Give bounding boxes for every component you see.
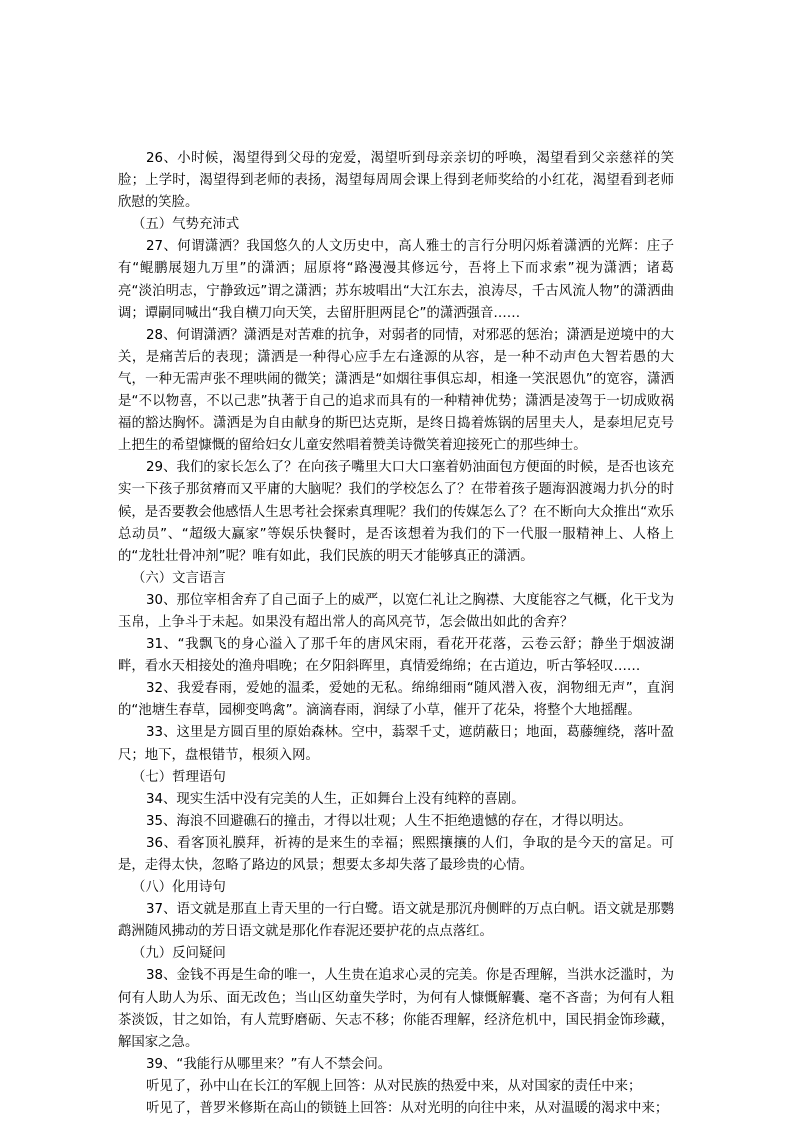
paragraph-32: 32、我爱春雨，爱她的温柔，爱她的无私。绵绵细雨“随风潜入夜，润物细无声”，直润的“池塘生春草，园柳变鸣禽”。滴滴春雨，润绿了小草，催开了花朵，将整个大地摇醒。 xyxy=(118,681,674,719)
section-heading-7: （七）哲理语句 xyxy=(132,769,226,785)
paragraph-39: 39、“我能行从哪里来？”有人不禁会问。 xyxy=(146,1056,392,1072)
paragraph-38: 38、金钱不再是生命的唯一，人生贵在追求心灵的完美。你是否理解，当洪水泛滥时，为何有人助人为乐、面无改色；当山区幼童失学时，为何有人慷慨解囊、毫不吝啬；为何有人粗茶淡饭，甘之如饴，有人荒野磨砺、矢志不移；你能否理解，经济危机中，国民捐金饰珍藏，解国家之急。 xyxy=(118,968,674,1050)
paragraph-34: 34、现实生活中没有完美的人生，正如舞台上没有纯粹的喜剧。 xyxy=(146,791,525,807)
paragraph-37: 37、语文就是那直上青天里的一行白鹭。语文就是那沉舟侧畔的万点白帆。语文就是那鹦鹉洲随风拂动的芳日语文就是那化作春泥还要护花的点点落红。 xyxy=(118,902,674,940)
paragraph-39-answer-2: 听见了，普罗米修斯在高山的锁链上回答：从对光明的向往中来，从对温暖的渴求中来； xyxy=(146,1101,669,1117)
paragraph-33: 33、这里是方圆百里的原始森林。空中，蓊翠千丈，遮荫蔽日；地面，葛藤缠绕，落叶盈尺；地下，盘根错节，根须入网。 xyxy=(118,725,674,763)
paragraph-36: 36、看客顶礼膜拜，祈祷的是来生的幸福；熙熙攘攘的人们，争取的是今天的富足。可是，走得太快，忽略了路边的风景；想要太多却失落了最珍贵的心情。 xyxy=(118,835,674,873)
document-body xyxy=(118,148,674,1120)
paragraph-35: 35、海浪不回避礁石的撞击，才得以壮观；人生不拒绝遗憾的存在，才得以明达。 xyxy=(146,813,632,829)
paragraph-31: 31、“我飘飞的身心溢入了那千年的唐风宋雨，看花开花落，云卷云舒；静坐于烟波湖畔，看水天相接处的渔舟唱晚；在夕阳斜晖里，真情爱绵绵；在古道边，听古筝轻叹…… xyxy=(118,637,674,675)
section-heading-5: （五）气势充沛式 xyxy=(132,217,240,233)
paragraph-30: 30、那位宰相舍弃了自己面子上的威严，以宽仁礼让之胸襟、大度能容之气概，化干戈为玉帛，上争斗于未起。如果没有超出常人的高风亮节，怎会做出如此的舍弃？ xyxy=(118,592,674,630)
section-heading-8: （八）化用诗句 xyxy=(132,880,226,896)
paragraph-39-answer-1: 听见了，孙中山在长江的军舰上回答：从对民族的热爱中来，从对国家的责任中来； xyxy=(146,1078,642,1094)
paragraph-28: 28、何谓潇洒？潇洒是对苦难的抗争，对弱者的同情，对邪恶的惩治；潇洒是逆境中的大关，是痛苦后的表现；潇洒是一种得心应手左右逢源的从容，是一种不动声色大智若愚的大气，一种无需声张不理哄闹的微笑；潇洒是“如烟往事俱忘却，相逢一笑泯恩仇”的宽容，潇洒是“不以物喜，不以己悲”执著于自己的追求而具有的一种精神优势；潇洒是凌驾于一切成败祸福的豁达胸怀。潇洒是为自由献身的斯巴达克斯，是终日捣着炼锅的居里夫人，是泰坦尼克号上把生的希望慷慨的留给妇女儿童安然唱着赞美诗微笑着迎接死亡的那些绅士。 xyxy=(118,327,674,454)
section-heading-9: （九）反问疑问 xyxy=(132,946,226,962)
section-heading-6: （六）文言语言 xyxy=(132,570,226,586)
paragraph-27: 27、何谓潇洒？我国悠久的人文历史中，高人雅士的言行分明闪烁着潇洒的光辉：庄子有“鲲鹏展翅九万里”的潇洒；屈原将“路漫漫其修远兮，吾将上下而求索”视为潇洒；诸葛亮“淡泊明志，宁静致远”谓之潇洒；苏东坡唱出“大江东去，浪涛尽，千古风流人物”的潇洒曲调；谭嗣同喊出“我自横刀向天笑，去留肝胆两昆仑”的潇洒强音…… xyxy=(118,239,674,321)
paragraph-26: 26、小时候，渴望得到父母的宠爱，渴望听到母亲亲切的呼唤，渴望看到父亲慈祥的笑脸；上学时，渴望得到老师的表扬，渴望每周周会课上得到老师奖给的小红花，渴望看到老师欣慰的笑脸。 xyxy=(118,151,674,211)
paragraph-29: 29、我们的家长怎么了？在向孩子嘴里大口大口塞着奶油面包方便面的时候，是否也该充实一下孩子那贫瘠而又平庸的大脑呢？我们的学校怎么了？在带着孩子题海泅渡竭力扒分的时候，是否要教会他感悟人生思考社会探索真理呢？我们的传媒怎么了？在不断向大众推出“欢乐总动员”、“超级大赢家”等娱乐快餐时，是否该想着为我们的下一代服一服精神上、人格上的“龙牡壮骨冲剂”呢？唯有如此，我们民族的明天才能够真正的潇洒。 xyxy=(118,460,674,564)
